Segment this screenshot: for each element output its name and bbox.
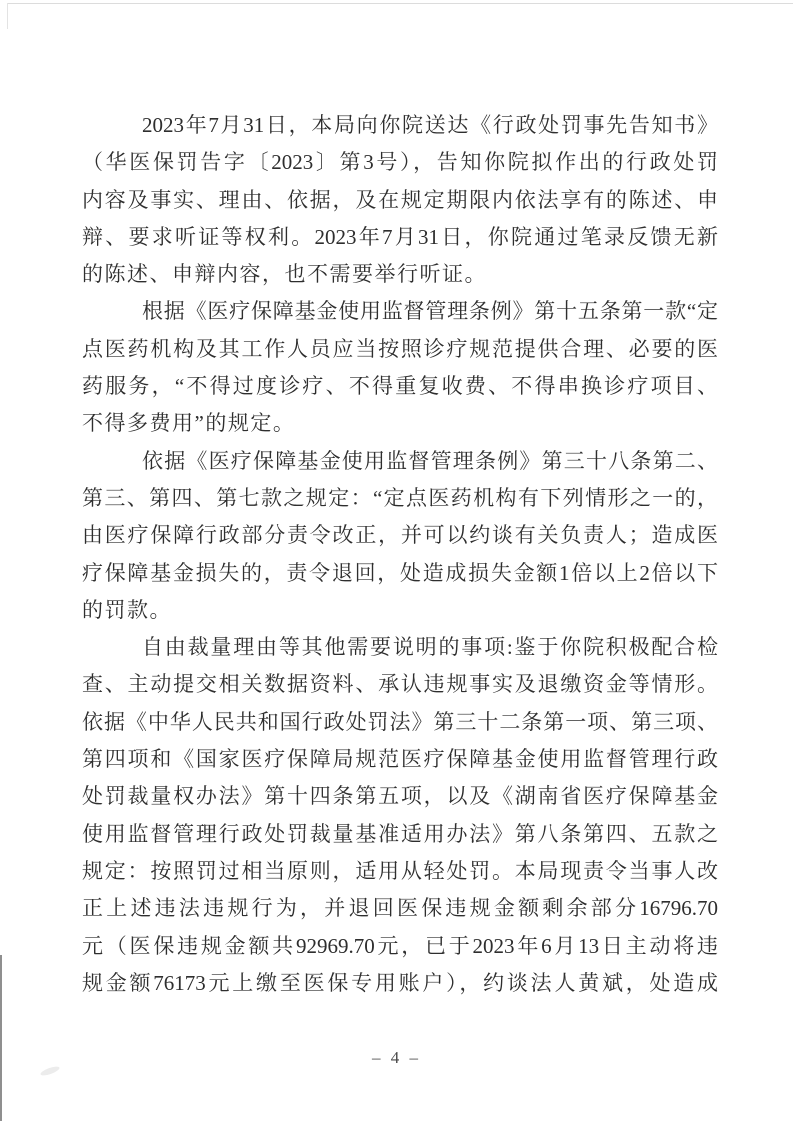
text-line: 疗保障基金损失的，责令退回，处造成损失金额1倍以上2倍以下 [82, 560, 718, 585]
paragraph [82, 443, 718, 629]
text-line: 规金额76173元上缴至医保专用账户），约谈法人黄斌，处造成 [82, 970, 718, 995]
text-line: 依据《医疗保障基金使用监督管理条例》第三十八条第二、 [142, 448, 718, 473]
text-line: （华医保罚告字〔2023〕第3号），告知你院拟作出的行政处罚 [82, 150, 718, 175]
text-line: 的陈述、申辩内容，也不需要举行听证。 [82, 262, 487, 287]
document-body [82, 107, 718, 1002]
text-line: 自由裁量理由等其他需要说明的事项:鉴于你院积极配合检 [142, 635, 718, 660]
text-line: 元（医保违规金额共92969.70元，已于2023年6月13日主动将违 [82, 933, 718, 958]
text-line: 使用监督管理行政处罚裁量基准适用办法》第八条第四、五款之 [82, 821, 718, 846]
scan-edge-corner-mark [7, 3, 8, 29]
paragraph [82, 293, 718, 442]
page-footer [0, 1048, 793, 1068]
scan-edge-top-line [7, 3, 793, 4]
text-line: 点医药机构及其工作人员应当按照诊疗规范提供合理、必要的医 [82, 336, 718, 361]
text-line: 内容及事实、理由、依据，及在规定期限内依法享有的陈述、申 [82, 187, 718, 212]
text-line: 不得多费用”的规定。 [82, 411, 296, 436]
text-line: 依据《中华人民共和国行政处罚法》第三十二条第一项、第三项、 [82, 709, 718, 734]
page-number: – 4 – [372, 1048, 421, 1067]
text-line: 查、主动提交相关数据资料、承认违规事实及退缴资金等情形。 [82, 672, 718, 697]
paragraph [82, 107, 718, 293]
text-line: 根据《医疗保障基金使用监督管理条例》第十五条第一款“定 [142, 299, 718, 324]
text-line: 第四项和《国家医疗保障局规范医疗保障基金使用监督管理行政 [82, 747, 718, 772]
text-line: 处罚裁量权办法》第十四条第五项，以及《湖南省医疗保障基金 [82, 784, 718, 809]
paragraph [82, 629, 718, 1002]
text-line: 第三、第四、第七款之规定：“定点医药机构有下列情形之一的， [82, 485, 718, 510]
text-line: 的罚款。 [82, 597, 172, 622]
text-line: 规定：按照罚过相当原则，适用从轻处罚。本局现责令当事人改 [82, 858, 718, 883]
text-line: 由医疗保障行政部分责令改正，并可以约谈有关负责人；造成医 [82, 523, 718, 548]
text-line: 辩、要求听证等权利。2023年7月31日，你院通过笔录反馈无新 [82, 224, 718, 249]
text-line: 正上述违法违规行为，并退回医保违规金额剩余部分16796.70 [82, 896, 718, 921]
scan-edge-left-line [0, 955, 2, 1121]
text-line: 药服务，“不得过度诊疗、不得重复收费、不得串换诊疗项目、 [82, 374, 718, 399]
text-line: 2023年7月31日，本局向你院送达《行政处罚事先告知书》 [142, 113, 718, 137]
